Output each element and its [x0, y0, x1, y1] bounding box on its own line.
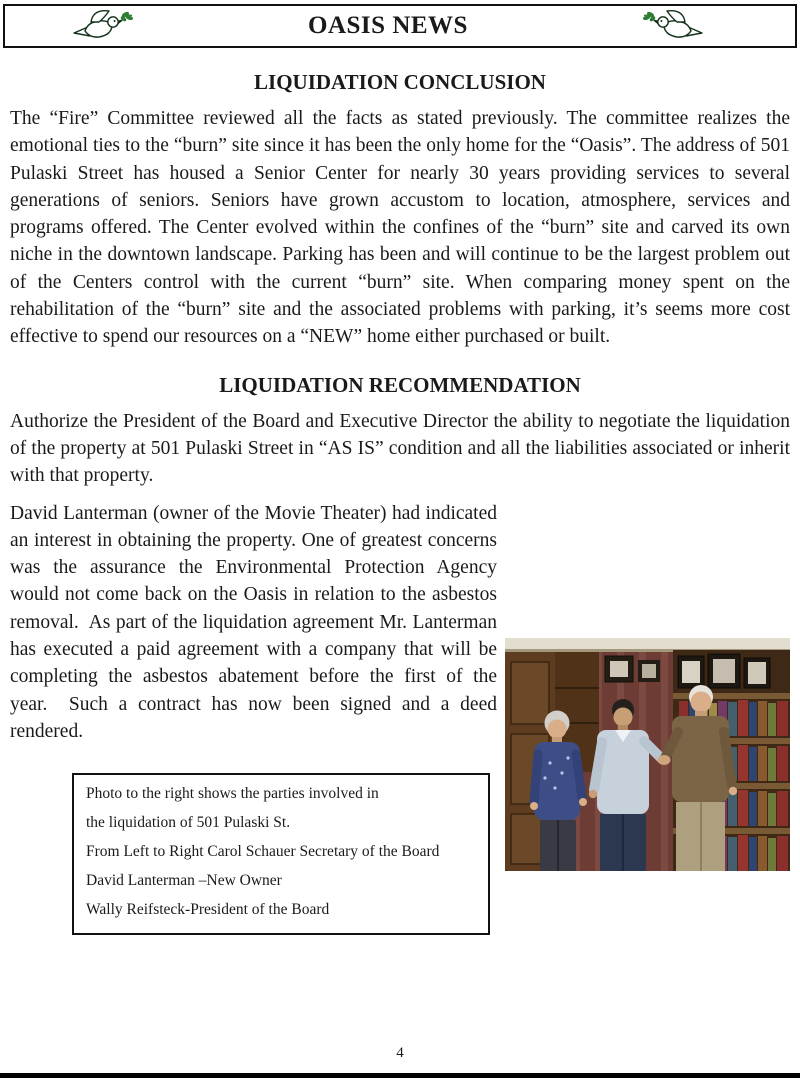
caption-line: the liquidation of 501 Pulaski St. [86, 814, 291, 832]
section-heading-liquidation-recommendation: LIQUIDATION RECOMMENDATION [219, 372, 581, 397]
dove-olive-branch-icon [643, 6, 705, 46]
photo-caption-box [72, 773, 490, 935]
caption-line: David Lanterman –New Owner [86, 872, 282, 890]
newsletter-header [3, 4, 797, 48]
liquidation-photo [505, 638, 790, 871]
recommendation-paragraph-1: Authorize the President of the Board and Executive Director the ability to negotiate the liquidation of the property at 501 Pulaski Street in “AS IS” condition and all the liabilities associated or inherit with that property. [10, 410, 790, 487]
caption-line: From Left to Right Carol Schauer Secretary of the Board [86, 843, 440, 861]
section-heading-liquidation-conclusion: LIQUIDATION CONCLUSION [254, 70, 546, 94]
caption-line: Wally Reifsteck-President of the Board [86, 901, 330, 919]
page-number: 4 [396, 1045, 404, 1061]
recommendation-paragraph-2 [10, 500, 790, 746]
newsletter-body [10, 70, 790, 935]
photo [505, 638, 790, 871]
dove-olive-branch-icon [71, 6, 133, 46]
page-title: OASIS NEWS [308, 12, 468, 39]
conclusion-paragraph: The “Fire” Committee reviewed all the facts as stated previously. The committee realizes the emotional ties to the “burn” site since it has been the only home for the “Oasis”. The address of 501 Pulaski Street has housed a Senior Center for nearly 30 years providing services to several generations of seniors. Seniors have grown accustom to location, atmosphere, services and programs offered. The Center evolved within the confines of the “burn” site and carved its own niche in the downtown landscape. Parking has been and will continue to be the largest problem out of the Centers control with the current “burn” site. When comparing money spent on the rehabilitation of the “burn” site and the associated problems with parking, it’s seems more cost effective to spend our resources on a “NEW” home either purchased or built. [10, 108, 790, 348]
recommendation-paragraph-2-text: David Lanterman (owner of the Movie Theater) had indicated an interest in obtaining the property. One of greatest concerns was the assurance the Environmental Protection Agency would not come back on the Oasis in relation to the asbestos removal. As part of the liquidation agreement Mr. Lanterman has executed a paid agreement with a company that will be completing the asbestos abatement before the first of the year. Such a contract has now been signed and a deed rendered. [10, 502, 497, 742]
caption-line: Photo to the right shows the parties involved in [86, 785, 379, 803]
